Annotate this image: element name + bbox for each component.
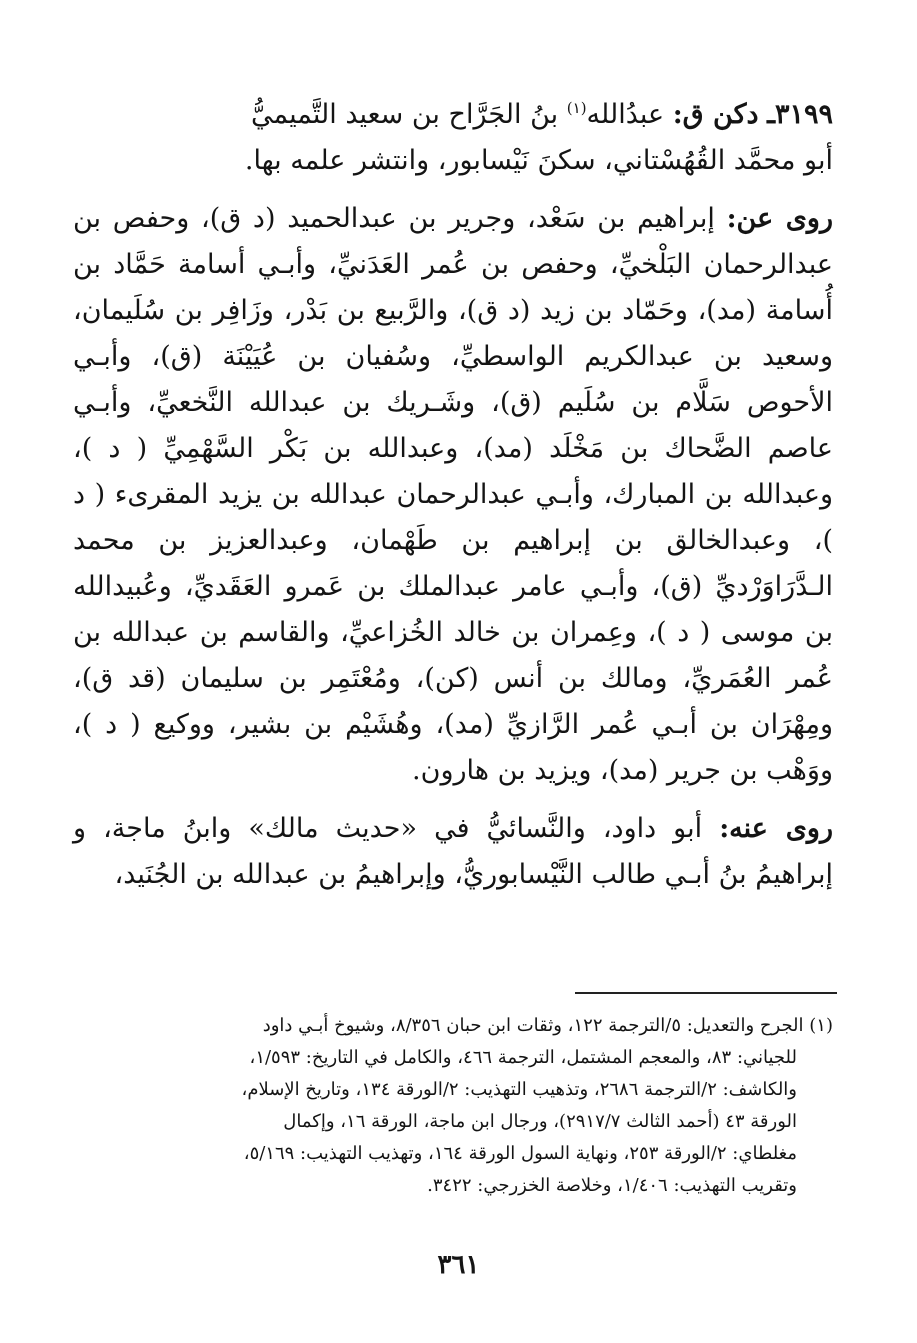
rawa-anhu-label: روى عنه: [719, 813, 833, 844]
footnote-line: وتقريب التهذيب: ١/٤٠٦، وخلاصة الخزرجي: ٣٤٢٢. [427, 1175, 797, 1196]
entry-name-start: عبدُالله [586, 99, 665, 130]
footnote-line: للجياني: ٨٣، والمعجم المشتمل، الترجمة ٤٦٦، والكامل في التاريخ: ١/٥٩٣، [249, 1047, 797, 1068]
page-number: ٣٦١ [437, 1250, 480, 1280]
footnote-ref[interactable]: (١) [566, 99, 587, 117]
rawa-anhu-paragraph [73, 806, 833, 898]
rawa-anhu-text: أبو داود، والنَّسائيُّ في «حديث مالك» وابنُ ماجة، و إبراهيمُ بنُ أبـي طالب النَّيْسابوريُّ، وإبراهيمُ بن عبدالله بن الجُنَيد، [73, 813, 833, 890]
footnote-line: الورقة ٤٣ (أحمد الثالث ٢٩١٧/٧)، ورجال ابن ماجة، الورقة ١٦، وإكمال [283, 1111, 797, 1132]
entry-heading [73, 92, 833, 184]
page-body [73, 92, 833, 898]
footnote-line: والكاشف: ٢/الترجمة ٢٦٨٦، وتذهيب التهذيب: ٢/الورقة ١٣٤، وتاريخ الإسلام، [241, 1079, 797, 1100]
rawa-an-label: روى عن: [726, 203, 833, 234]
entry-name-rest: بنُ الجَرَّاح بن سعيد التَّميميُّ [251, 99, 559, 130]
rawa-an-text: إبراهيم بن سَعْد، وجرير بن عبدالحميد (د ق)، وحفص بن عبدالرحمان البَلْخيِّ، وحفص بن عُمر العَدَنيِّ، وأبـي أسامة حَمَّاد بن أُسامة (مد)، وحَمّاد بن زيد (د ق)، والرَّبيع بن بَدْر، وزَافِر بن سُلَيمان، وسعيد بن عبدالكريم الواسطيِّ، وسُفيان بن عُيَيْنَة (ق)، وأبـي الأحوص سَلَّام بن سُلَيم (ق)، وشَـريك بن عبدالله النَّخعيِّ، وأبـي عاصم الضَّحاك بن مَخْلَد (مد)، وعبدالله بن بَكْر السَّهْمِيِّ ( د )، وعبدالله بن المبارك، وأبـي عبدالرحمان عبدالله بن يزيد المقرىء ( د )، وعبدالخالق بن إبراهيم بن طَهْمان، وعبدالعزيز بن محمد الـدَّرَاوَرْديِّ (ق)، وأبـي عامر عبدالملك بن عَمرو العَقَديِّ، وعُبيدالله بن موسى ( د )، وعِمران بن خالد الخُزاعيِّ، والقاسم بن عبدالله بن عُمر العُمَريِّ، ومالك بن أنس (كن)، ومُعْتَمِر بن سليمان (قد ق)، ومِهْرَان بن أبـي عُمر الرَّازيِّ (مد)، وهُشَيْم بن بشير، ووكيع ( د )، ووَهْب بن جرير (مد)، ويزيد بن هارون. [73, 203, 833, 786]
footnote-line: مغلطاي: ٢/الورقة ٢٥٣، ونهاية السول الورقة ١٦٤، وتهذيب التهذيب: ٥/١٦٩، [243, 1143, 797, 1164]
footnote-line: (١) الجرح والتعديل: ٥/الترجمة ١٢٢، وثقات ابن حبان ٨/٣٥٦، وشيوخ أبـي داود [262, 1015, 833, 1036]
footnote-divider [575, 992, 837, 994]
entry-line-2: أبو محمَّد القُهُسْتاني، سكنَ نَيْسابور، وانتشر علمه بها. [244, 145, 833, 176]
footnotes [81, 1010, 833, 1202]
entry-number: ٣١٩٩ـ [767, 99, 833, 130]
rawa-an-paragraph [73, 196, 833, 794]
entry-codes: دكن ق: [672, 99, 759, 130]
